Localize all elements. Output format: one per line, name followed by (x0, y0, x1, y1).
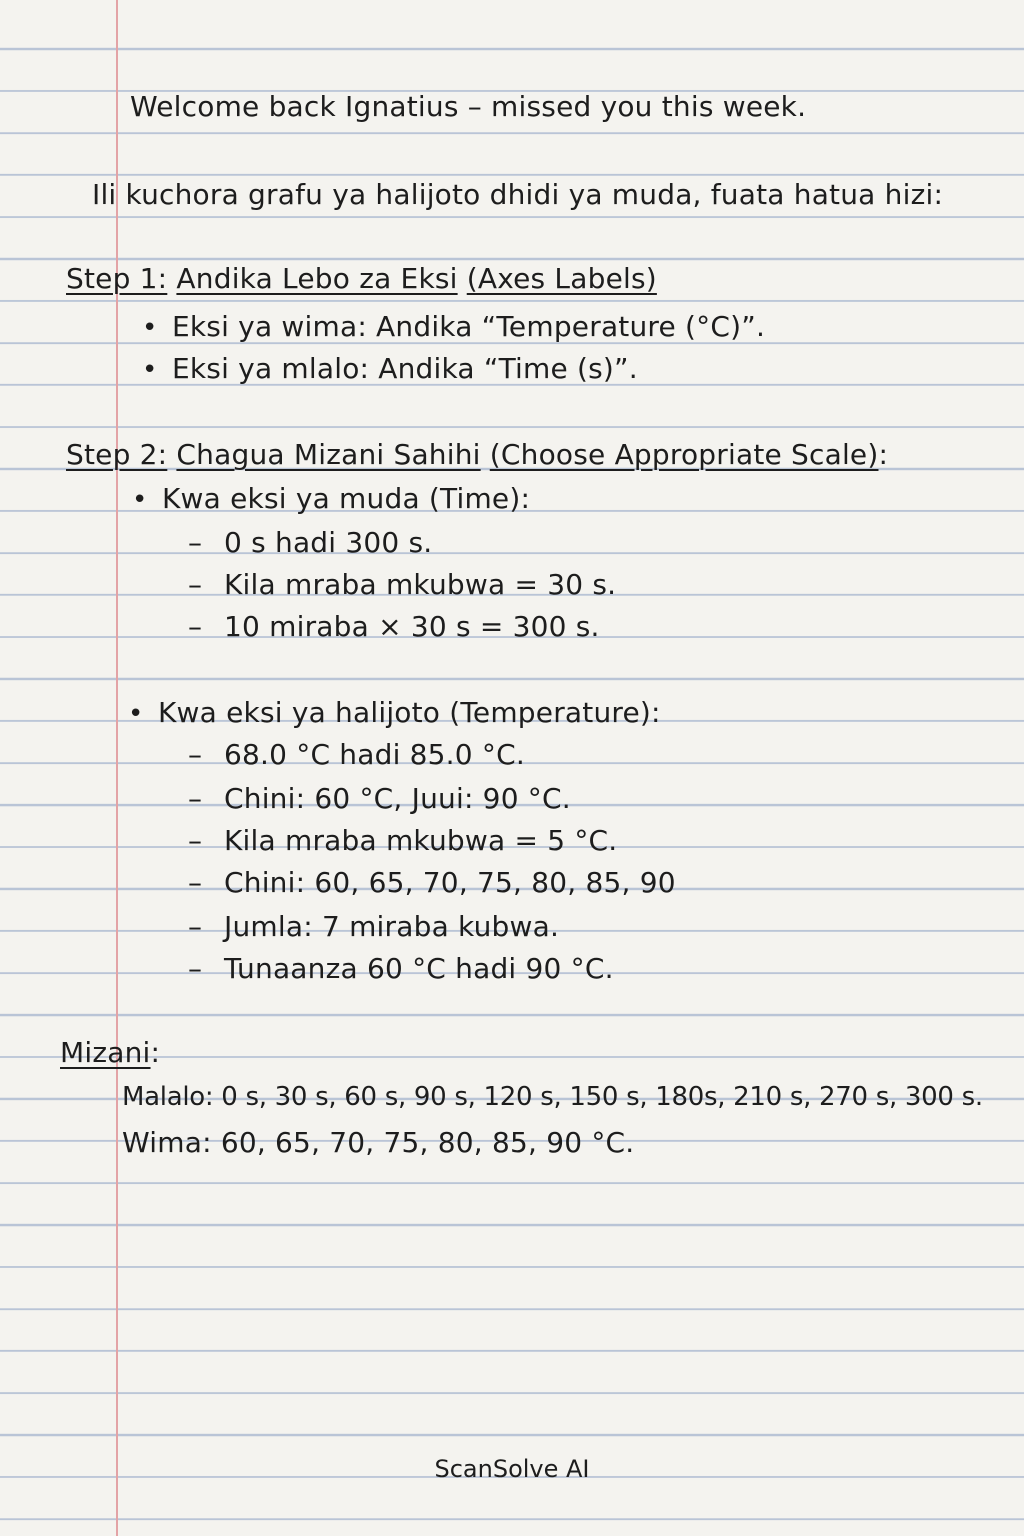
notebook-margin-line (116, 0, 118, 1536)
step1-bullet (142, 352, 638, 385)
bullet-dot: • (142, 355, 158, 385)
step1-bullet-text: Eksi ya wima: Andika “Temperature (°C)”. (172, 310, 766, 343)
temp-item (188, 866, 676, 899)
temp-item-text: Chini: 60 °C, Juui: 90 °C. (224, 782, 571, 815)
time-item (188, 610, 600, 643)
temp-item-text: Chini: 60, 65, 70, 75, 80, 85, 90 (224, 866, 676, 899)
time-item (188, 568, 616, 601)
step2-title: Chagua Mizani Sahihi (176, 438, 481, 471)
mizani-heading-text: Mizani (60, 1036, 151, 1069)
dash-mark: – (188, 610, 203, 643)
time-item (188, 526, 432, 559)
temp-item-text: Jumla: 7 miraba kubwa. (224, 910, 560, 943)
dash-mark: – (188, 824, 203, 857)
temp-item (188, 782, 571, 815)
dash-mark: – (188, 526, 203, 559)
temp-heading-text: Kwa eksi ya halijoto (Temperature): (158, 696, 661, 729)
temp-item-text: 68.0 °C hadi 85.0 °C. (224, 738, 525, 771)
intro-line: Ili kuchora grafu ya halijoto dhidi ya muda, fuata hatua hizi: (92, 178, 944, 211)
mizani-heading-end: : (150, 1036, 161, 1069)
dash-mark: – (188, 910, 203, 943)
dash-mark: – (188, 866, 203, 899)
step2-heading (66, 438, 888, 471)
mizani-wima: Wima: 60, 65, 70, 75, 80, 85, 90 °C. (122, 1126, 635, 1159)
step1-heading (66, 262, 657, 295)
step1-title-en: (Axes Labels) (466, 262, 657, 295)
greeting-line: Welcome back Ignatius – missed you this week. (130, 90, 807, 123)
time-heading (132, 482, 530, 515)
bullet-dot: • (128, 699, 144, 729)
time-heading-text: Kwa eksi ya muda (Time): (162, 482, 531, 515)
step1-title: Andika Lebo za Eksi (176, 262, 458, 295)
time-item-text: 0 s hadi 300 s. (224, 526, 433, 559)
time-item-text: 10 miraba × 30 s = 300 s. (224, 610, 600, 643)
mizani-heading (60, 1036, 160, 1069)
temp-heading (128, 696, 661, 729)
step2-title-end: : (878, 438, 889, 471)
mizani-malalo: Malalo: 0 s, 30 s, 60 s, 90 s, 120 s, 150 s, 180s, 210 s, 270 s, 300 s. (122, 1082, 983, 1112)
step2-label: Step 2: (66, 438, 168, 471)
dash-mark: – (188, 568, 203, 601)
time-item-text: Kila mraba mkubwa = 30 s. (224, 568, 617, 601)
step1-label: Step 1: (66, 262, 168, 295)
temp-item (188, 952, 614, 985)
step1-bullet (142, 310, 765, 343)
temp-item-text: Kila mraba mkubwa = 5 °C. (224, 824, 618, 857)
dash-mark: – (188, 782, 203, 815)
step2-title-en: (Choose Appropriate Scale) (489, 438, 879, 471)
footer-brand: ScanSolve AI (434, 1455, 590, 1483)
dash-mark: – (188, 738, 203, 771)
temp-item-text: Tunaanza 60 °C hadi 90 °C. (224, 952, 614, 985)
temp-item (188, 738, 525, 771)
bullet-dot: • (132, 485, 148, 515)
temp-item (188, 910, 559, 943)
step1-bullet-text: Eksi ya mlalo: Andika “Time (s)”. (172, 352, 638, 385)
temp-item (188, 824, 617, 857)
bullet-dot: • (142, 313, 158, 343)
dash-mark: – (188, 952, 203, 985)
